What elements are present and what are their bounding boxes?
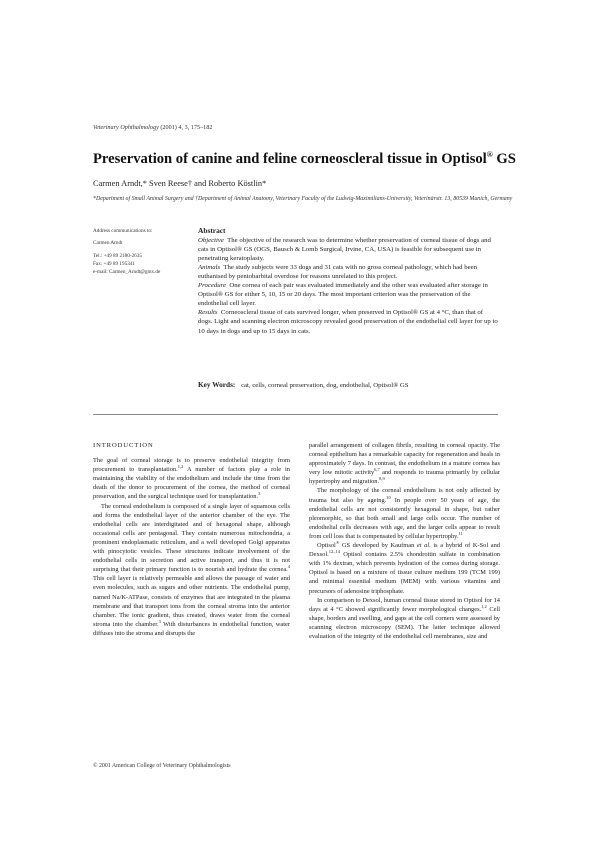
text-run: The corneal endothelium is composed of a single layer of squamous cells and forms the endothelial layer of the anterior chamber of the eye. The endothelial cells are interdigitated and of hexagonal shape, although occasional cells are pentagonal. They contain numerous mitochondria, a prominent endoplasmatic reticulum, and a well developed Golgi apparatus with pinocytotic vesicles. These structures indicate involvement of the endothelial cells in secretion and active transport, and thus it is not surprising that their primary function is to nourish and hydrate the cornea. [93,502,290,574]
intro-paragraph-4 [309,486,500,541]
objective-text: The objective of the research was to determine whether preservation of corneal tissue of dogs and cats in Optisol® GS (OGS, Bausch & Lomb Surgical, Irvine, CA, USA) is feasible for subsequent use in penetrating keratoplasty. [198,236,491,262]
animals-label: Animals [198,263,221,271]
text-run: This cell layer is relatively permeable and allows the passage of water and even molecules, such as sugars and other nutrients. The endothelial pump, named Na/K-ATPase, consists of enzymes that are integrated in the plasma membrane and that transport ions from the corneal stroma into the anterior chamber. The ionic gradient, thus created, draws water from the corneal stroma into the chamber. [93,575,290,628]
abstract-heading: Abstract [198,226,226,235]
text-run: With disturbances in endothelial function, water diffuses into the stroma and disrupts the [93,620,290,637]
correspondence-heading: Address communications to: [93,228,153,234]
intro-paragraph-1 [93,456,290,501]
correspondence-email[interactable]: e-mail: Carmen_Arndt@gmx.de [93,269,161,276]
abstract-results [198,308,498,335]
citation-ref: 3 [158,618,161,624]
correspondence-block [93,227,183,276]
text-run: GS developed by Kaufman [339,542,417,550]
intro-paragraph-2 [93,502,290,638]
text-run: is a hybrid of K-Sol and Dexsol. [309,542,500,559]
copyright-notice: © 2001 American College of Veterinary Ophthalmologists [93,763,231,769]
citation-ref: 10 [386,494,391,500]
text-run: The goal of corneal storage is to preserve endothelial integrity from procurement to transplantation. [93,457,290,474]
intro-paragraph-3 [309,441,500,486]
correspondence-name: Carmen Arndt [93,240,123,247]
citation-ref: 4 [287,564,290,570]
introduction-heading: INTRODUCTION [93,442,154,449]
abstract-animals [198,263,498,281]
journal-volume: (2001) 4, 3, 175–182 [160,124,213,131]
citation-ref: 8,9 [379,476,385,482]
text-run: parallel arrangement of collagen fibrils, resulting in corneal opacity. The corneal epithelium has a remarkable capacity for regeneration and heals in approximately 7 days. In contrast, the endothelium in a mature cornea has very low mitotic activity [309,442,500,477]
intro-paragraph-5 [309,541,500,596]
text-run: Cell shape, borders and swelling, and gaps at the cell corners were assessed by scanning electron microscopy (SEM). The latter technique allowed evaluation of the integrity of the endothelial cell membranes, size and [309,605,500,640]
intro-paragraph-6 [309,596,500,641]
citation-ref: 1,2 [481,603,487,609]
text-run: et al. [416,542,431,550]
text-run: Optisol [317,542,336,550]
affiliation: *Department of Small Animal Surgery and †Department of Animal Anatomy, Veterinary Faculty of the Ludwig-Maximilians-University, Veterinärstr. 13, 80539 Munich, Germany [93,196,513,202]
text-run: A number of factors play a role in maintaining the viability of the endothelium and include the time from the death of the donor to procurement of the cornea, the method of corneal preservation, and the surgical technique used for transplantation. [93,466,290,501]
author-list: Carmen Arndt,* Sven Reese† and Roberto Köstlin* [93,179,267,188]
citation-ref: 11 [458,530,463,536]
results-label: Results [198,309,218,317]
animals-text: The study subjects were 33 dogs and 31 cats with no gross corneal pathology, which had been euthanised by pentobarbital overdose for reasons unrelated to this project. [198,263,477,280]
abstract-objective [198,236,498,263]
text-run: The morphology of the corneal endothelium is not only affected by trauma but also by ageing. [309,487,500,504]
journal-citation [93,124,212,131]
objective-label: Objective [198,236,224,244]
article-title [93,150,533,168]
citation-ref: 6,7 [374,467,380,473]
title-text: Preservation of canine and feline corneoscleral tissue in Optisol [93,151,487,167]
text-run: In people over 50 years of age, the endothelial cells are not consistently hexagonal in shape, but rather pleomorphic, so that both small and large cells occur. The number of endothelial cells decreases with age, and the larger cells appear to result from cell loss that is compensated by cellular hypertrophy. [309,496,501,540]
key-words-text: cat, cells, corneal preservation, dog, endothelial, Optisol® GS [241,382,409,389]
procedure-text: One cornea of each pair was evaluated immediately and the other was evaluated after storage in Optisol® GS for either 5, 10, 15 or 20 days. The most important criterion was the preservation of the endothelial cell layer. [198,282,488,308]
body-column-left [93,441,290,638]
title-registered-mark: ® [486,150,493,160]
correspondence-tel: Tel.: +49 89 2180-2635 [93,252,142,259]
registered-mark: ® [335,539,340,545]
text-run: Optisol contains 2.5% chondroitin sulfate in combination with 1% dextran, which prevents hydration of the cornea during storage. Optisol is based on a mixture of tissue culture medium 199 (TCM 199) and minimal essential medium (MEM) with various vitamins and precursors of adenosine triphosphate. [309,551,500,595]
correspondence-fax: Fax: +49 89 195341 [93,260,135,267]
text-run: and responds to trauma primarily by cellular hypertrophy and migration. [309,469,500,486]
abstract [198,226,498,336]
citation-ref: 12–14 [328,549,340,554]
section-divider [93,414,498,415]
procedure-label: Procedure [198,282,226,290]
results-text: Corneoscleral tissue of cats survived longer, when preserved in Optisol® GS at 4 °C, than that of dogs. Light and scanning electron microscopy revealed good preservation of the endothelial cell layer for up to 10 days in dogs and up to 15 days in cats. [198,309,498,335]
citation-ref: 1,2 [177,464,184,470]
citation-ref: 3 [258,491,261,497]
title-suffix: GS [492,151,516,167]
text-run: In comparison to Dexsol, human corneal tissue stored in Optisol for 14 days at 4 °C showed significantly fewer morphological changes. [309,596,500,613]
abstract-procedure [198,281,498,308]
key-words-label: Key Words: [198,380,236,389]
key-words [198,380,498,389]
journal-name: Veterinary Ophthalmology [93,124,159,131]
body-column-right [309,441,500,641]
